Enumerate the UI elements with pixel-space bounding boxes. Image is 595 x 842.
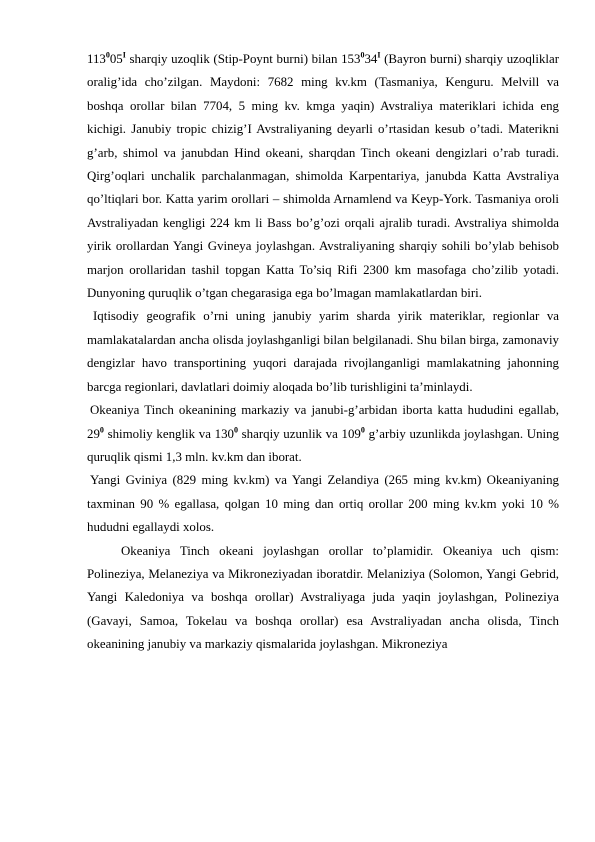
text-run: g’arbiy uzunlikda joylashgan. Uning quruqlik qismi 1,3 mln. kv.km dan iborat.	[87, 426, 560, 464]
document-page	[87, 48, 559, 657]
superscript-degree: 0	[105, 50, 110, 60]
text-run: shimoliy kenglik va 130	[103, 426, 234, 441]
paragraph-economic-geography: Iqtisodiy geografik o’rni uning janubiy yarim sharda yirik materiklar, regionlar va mamlakatalardan ancha olisda joylashganligi bilan belgilanadi. Shu bilan birga, zamonaviy dengizlar havo transportining yuqori darajada rivojlanganligi mamlakatning jahonning barcga regionlari, davlatlari doimiy aloqada bo’lib turishligini ta’minlaydi.	[87, 309, 559, 394]
text-run: (Bayron burni) sharqiy uzoqliklar oralig’ida cho’zilgan. Maydoni: 7682 ming kv.km (Tasmaniya, Kenguru. Melvill va boshqa orollar bilan 7704, 5 ming kv. kmga yaqin) Avstraliya materiklari ichida eng kichigi. Janubiy tropic chizig’I Avstraliyaning deyarli o’rtasidan kesub o’tadi. Materikni g’arb, shimol va janubdan Hind okeani, sharqdan Tinch okeani dengizlari o’rab turadi. Qirg’oqlari unchalik parchalanmagan, shimolda Karpentariya, janubda Katta Avstraliya qo’ltiqlari bor. Katta yarim orollari – shimolda Arnamlend va Keyp-York. Tasmaniya oroli Avstraliyadan kengligi 224 km li Bass bo’g’ozi orqali ajralib turadi. Avstraliya shimolda yirik orollardan Yangi Gvineya joylashgan. Avstraliyaning sharqiy sohili bo’ylab behisob marjon orollaridan tashil topgan Katta To’siq Rifi 2300 km masofaga cho’zilib yotadi. Dunyoning quruqlik o’tgan chegarasiga ega bo’lmagan mamlakatlardan biri.	[87, 52, 559, 301]
text-run: 113	[87, 52, 106, 66]
text-run: 34	[364, 52, 378, 66]
text-run: sharqiy uzoqlik (Stip-Poynt burni) bilan 153	[125, 52, 361, 66]
paragraph-australia-location	[87, 48, 559, 305]
superscript-degree: 0	[99, 425, 104, 435]
text-run: sharqiy uzunlik va 109	[237, 426, 361, 441]
paragraph-oceania-location	[87, 399, 559, 469]
text-run: Okeaniya Tinch okeanining markaziy va janubi-g’arbidan iborta katta hududini egallab, 29	[87, 403, 559, 441]
superscript-degree: 0	[233, 425, 238, 435]
superscript-degree: 0	[360, 425, 365, 435]
superscript-minute: I	[377, 50, 381, 60]
superscript-degree: 0	[360, 50, 365, 60]
text-run: 05	[109, 52, 123, 66]
superscript-minute: I	[122, 50, 126, 60]
paragraph-oceania-regions: Okeaniya Tinch okeani joylashgan orollar to’plamidir. Okeaniya uch qism: Polineziya, Melaneziya va Mikroneziyadan iboratdir. Melaniziya (Solomon, Yangi Gebrid, Yangi Kaledoniya va boshqa orollar) Avstraliyaga juda yaqin joylashgan, Polineziya (Gavayi, Samoa, Tokelau va boshqa orollar) esa Avstraliyadan ancha olisda, Tinch okeanining janubiy va markaziy qismalarida joylashgan. Mikroneziya	[87, 543, 559, 652]
paragraph-islands-area: Yangi Gviniya (829 ming kv.km) va Yangi Zelandiya (265 ming kv.km) Okeaniyaning taxminan 90 % egallasa, qolgan 10 ming dan ortiq orollar 200 ming kv.km yoki 10 % hududni egallaydi xolos.	[87, 473, 559, 535]
